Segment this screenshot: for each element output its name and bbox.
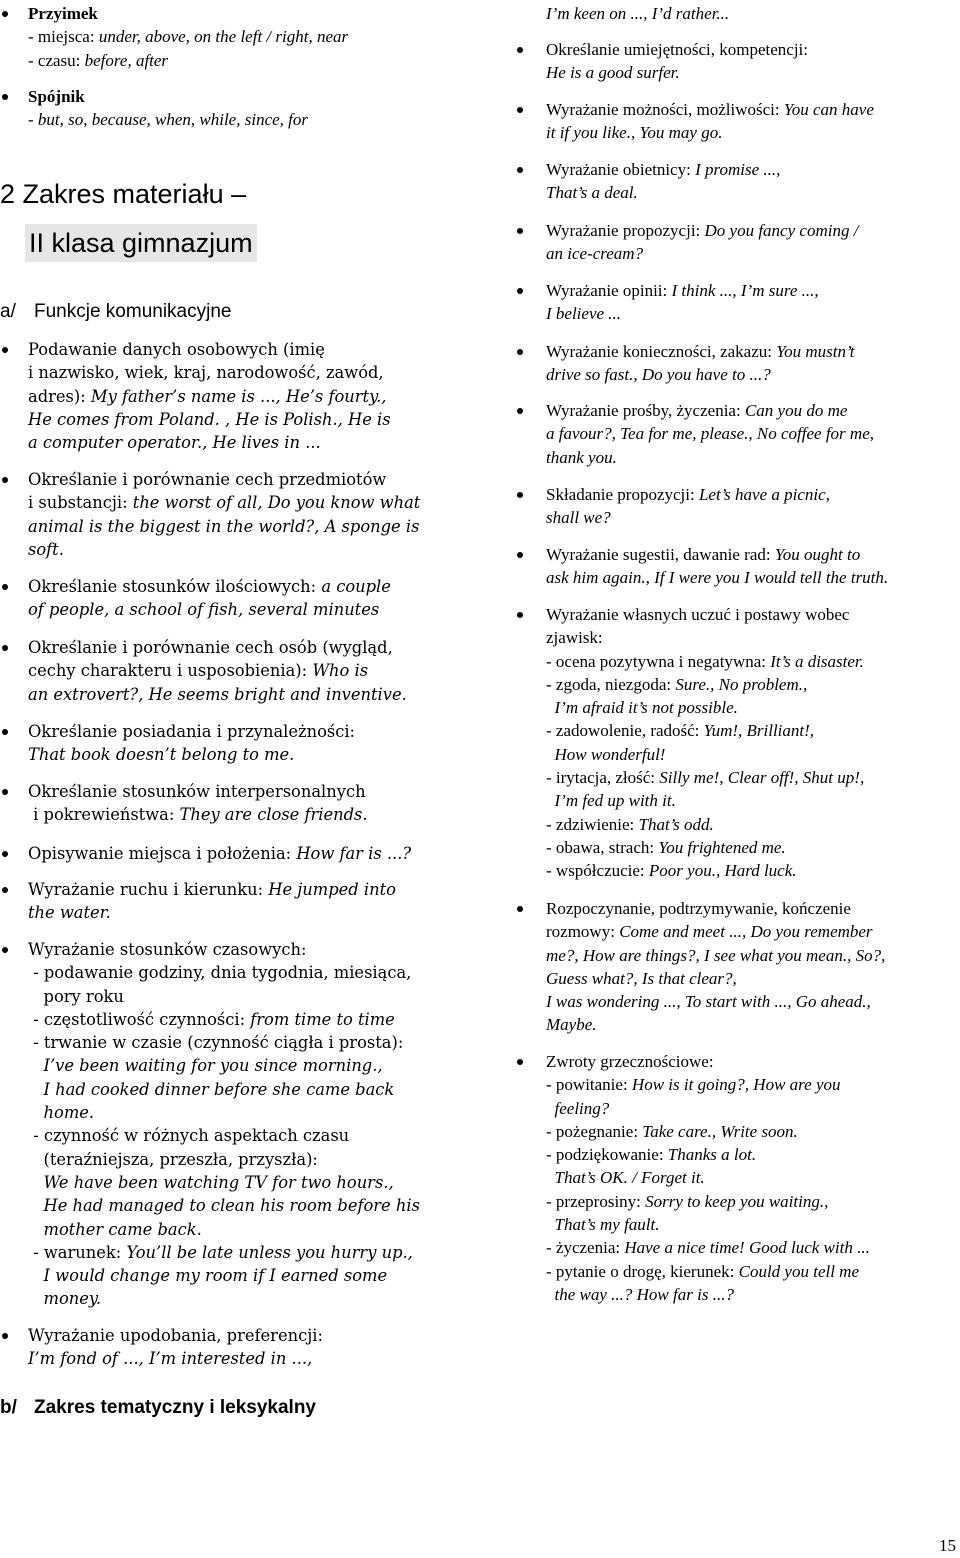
subsection-title: Funkcje komunikacyjne bbox=[34, 301, 232, 322]
item-line bbox=[28, 1287, 510, 1310]
description-text: Wyrażanie możności, możliwości: bbox=[546, 100, 784, 119]
example-text: You’ll be late unless you hurry up., bbox=[126, 1242, 413, 1262]
description-text: - irytacja, złość: bbox=[546, 768, 660, 788]
bullet-icon bbox=[2, 729, 8, 735]
description-text: i pokrewieństwa: bbox=[28, 805, 180, 825]
subsection-a-heading bbox=[0, 300, 231, 324]
item-line bbox=[546, 399, 960, 422]
bullet-icon bbox=[517, 167, 523, 173]
item-line bbox=[546, 859, 960, 882]
item-line bbox=[546, 967, 960, 990]
function-item bbox=[515, 1050, 960, 1306]
description-text: Określanie i porównanie cech osób (wygląd, bbox=[28, 638, 393, 657]
function-item bbox=[515, 340, 960, 387]
item-line bbox=[28, 575, 510, 598]
item-line bbox=[28, 1324, 510, 1347]
item-line bbox=[28, 515, 510, 538]
description-text: Wyrażanie sugestii, dawanie rad: bbox=[546, 545, 775, 564]
description-text: Wyrażanie własnych uczuć i postawy wobec bbox=[546, 605, 850, 624]
item-line bbox=[28, 842, 510, 865]
description-text: Wyrażanie ruchu i kierunku: bbox=[28, 880, 269, 899]
item-line bbox=[546, 98, 960, 121]
subsection-label: b/ bbox=[0, 1397, 17, 1418]
item-line bbox=[28, 1218, 510, 1241]
example-text: a couple bbox=[321, 577, 391, 596]
example-text: Maybe. bbox=[546, 1015, 597, 1035]
item-line bbox=[546, 1190, 960, 1213]
function-item bbox=[0, 720, 510, 767]
example-text: That’s OK. / Forget it. bbox=[546, 1168, 705, 1188]
function-item bbox=[0, 878, 510, 925]
function-item bbox=[515, 483, 960, 530]
example-text: home. bbox=[28, 1103, 95, 1123]
description-text: - pytanie o drogę, kierunek: bbox=[546, 1261, 739, 1281]
description-text: - ocena pozytywna i negatywna: bbox=[546, 651, 771, 671]
item-line bbox=[28, 1264, 510, 1287]
item-line bbox=[28, 1031, 510, 1054]
item-line bbox=[28, 803, 510, 826]
item-line bbox=[28, 1124, 510, 1147]
function-item bbox=[515, 399, 960, 469]
example-text: Silly me!, Clear off!, Shut up!, bbox=[659, 768, 865, 788]
example-text: the way ...? How far is ...? bbox=[546, 1284, 734, 1304]
item-line bbox=[28, 961, 510, 984]
item-line bbox=[546, 813, 960, 836]
item-line bbox=[546, 566, 960, 589]
description-text: cechy charakteru i usposobienia): bbox=[28, 661, 313, 681]
example-text: I’ve been waiting for you since morning., bbox=[28, 1056, 383, 1076]
example-text: Guess what?, Is that clear?, bbox=[546, 968, 737, 988]
item-line bbox=[28, 901, 510, 924]
bullet-icon bbox=[2, 347, 8, 353]
bullet-icon bbox=[517, 552, 523, 558]
description-text: pory roku bbox=[28, 986, 124, 1006]
example-text: the worst of all, Do you know what bbox=[132, 493, 421, 513]
description-text: - pożegnanie: bbox=[546, 1121, 643, 1141]
example-text: mother came back. bbox=[28, 1219, 202, 1239]
example-text: You frightened me. bbox=[658, 837, 786, 857]
description-text: adres): bbox=[28, 386, 91, 406]
example-text: it if you like., You may go. bbox=[546, 123, 723, 143]
function-item bbox=[515, 158, 960, 205]
item-line bbox=[546, 743, 960, 766]
item-line bbox=[28, 385, 510, 408]
function-item bbox=[0, 938, 510, 1311]
item-line bbox=[546, 2, 960, 25]
item-line bbox=[546, 719, 960, 742]
item-line bbox=[546, 990, 960, 1013]
example-text: I’m fed up with it. bbox=[546, 791, 676, 811]
item-line bbox=[546, 944, 960, 967]
item-line bbox=[28, 659, 510, 682]
description-text: - podziękowanie: bbox=[546, 1145, 668, 1165]
continuation-line bbox=[515, 2, 960, 25]
example-text: I promise ..., bbox=[695, 160, 781, 179]
item-line bbox=[28, 468, 510, 491]
example-text: an ice-cream? bbox=[546, 244, 644, 264]
bullet-icon bbox=[517, 349, 523, 355]
bullet-icon bbox=[2, 94, 8, 100]
item-line bbox=[546, 1143, 960, 1166]
subsection-title: Zakres tematyczny i leksykalny bbox=[34, 1397, 317, 1418]
item-line: - miejsca: under, above, on the left / right, near bbox=[28, 27, 349, 47]
description-text: Określanie stosunków ilościowych: bbox=[28, 577, 322, 596]
example-text: a favour?, Tea for me, please., No coffee for me, bbox=[546, 424, 874, 444]
example-text: Let’s have a picnic, bbox=[698, 485, 830, 504]
item-line bbox=[28, 1054, 510, 1077]
item-line bbox=[546, 446, 960, 469]
example-text: He is a good surfer. bbox=[546, 63, 680, 83]
item-line bbox=[546, 181, 960, 204]
item-line bbox=[28, 1171, 510, 1194]
item-line bbox=[546, 506, 960, 529]
example-text: That’s a deal. bbox=[546, 183, 638, 203]
item-line bbox=[546, 650, 960, 673]
example-text: I’m keen on ..., I’d rather... bbox=[546, 4, 730, 23]
description-text: Składanie propozycji: bbox=[546, 485, 699, 504]
description-text: - trwanie w czasie (czynność ciągła i prosta): bbox=[28, 1033, 404, 1053]
section-subheading: II klasa gimnazjum bbox=[25, 224, 257, 262]
item-line bbox=[546, 1260, 960, 1283]
example-text: Who is bbox=[312, 661, 369, 681]
description-text: - przeprosiny: bbox=[546, 1191, 646, 1211]
item-line bbox=[546, 626, 960, 649]
description-text: - życzenia: bbox=[546, 1238, 625, 1258]
example-text: I had cooked dinner before she came back bbox=[28, 1079, 395, 1099]
example-text: of people, a school of fish, several minutes bbox=[28, 600, 380, 620]
description-text: - obawa, strach: bbox=[546, 837, 659, 857]
example-text: My father’s name is ..., He’s fourty., bbox=[90, 386, 387, 406]
description-text: Określanie umiejętności, kompetencji: bbox=[546, 40, 809, 59]
item-line bbox=[546, 1166, 960, 1189]
example-text: I would change my room if I earned some bbox=[28, 1266, 388, 1286]
description-text: Określanie i porównanie cech przedmiotów bbox=[28, 470, 387, 489]
function-item bbox=[0, 575, 510, 622]
example-text: How is it going?, How are you bbox=[631, 1075, 841, 1095]
item-line bbox=[546, 242, 960, 265]
function-item bbox=[515, 219, 960, 266]
example-text: I believe ... bbox=[546, 304, 622, 324]
bullet-icon bbox=[517, 492, 523, 498]
item-line bbox=[28, 361, 510, 384]
item-line bbox=[28, 878, 510, 901]
item-line bbox=[546, 1050, 960, 1073]
subsection-label: a/ bbox=[0, 301, 16, 322]
description-text: Wyrażanie propozycji: bbox=[546, 221, 705, 240]
example-text: Have a nice time! Good luck with ... bbox=[624, 1238, 870, 1258]
example-text: Do you fancy coming / bbox=[704, 221, 859, 240]
example-text: an extrovert?, He seems bright and inventive. bbox=[28, 684, 407, 704]
item-line bbox=[546, 603, 960, 626]
item-line bbox=[546, 363, 960, 386]
bullet-icon bbox=[2, 1333, 8, 1339]
item-line bbox=[546, 38, 960, 61]
function-item bbox=[0, 780, 510, 827]
description-text: - zdziwienie: bbox=[546, 814, 639, 834]
item-line bbox=[546, 543, 960, 566]
description-text: Wyrażanie stosunków czasowych: bbox=[28, 940, 307, 959]
example-text: the water. bbox=[28, 903, 111, 923]
item-line bbox=[546, 121, 960, 144]
example-text: It’s a disaster. bbox=[770, 651, 864, 671]
bullet-icon bbox=[517, 612, 523, 618]
bullet-icon bbox=[517, 107, 523, 113]
item-line bbox=[546, 1213, 960, 1236]
item-title: Spójnik bbox=[28, 87, 85, 106]
description-text: Podawanie danych osobowych (imię bbox=[28, 340, 325, 359]
description-text: Rozpoczynanie, podtrzymywanie, kończenie bbox=[546, 899, 851, 918]
item-line bbox=[546, 422, 960, 445]
description-text: Opisywanie miejsca i położenia: bbox=[28, 844, 297, 863]
bullet-icon bbox=[517, 228, 523, 234]
example-text: He had managed to clean his room before his bbox=[28, 1196, 420, 1216]
item-line bbox=[546, 61, 960, 84]
item-line bbox=[546, 340, 960, 363]
bullet-icon bbox=[2, 789, 8, 795]
item-line bbox=[28, 683, 510, 706]
section-heading: 2 Zakres materiału – bbox=[0, 179, 247, 209]
item-line bbox=[28, 538, 510, 561]
item-line bbox=[546, 920, 960, 943]
bullet-icon bbox=[2, 645, 8, 651]
item-line bbox=[28, 598, 510, 621]
item-line bbox=[546, 1120, 960, 1143]
example-text: drive so fast., Do you have to ...? bbox=[546, 365, 771, 385]
item-line bbox=[28, 636, 510, 659]
item-line bbox=[28, 1194, 510, 1217]
item-line bbox=[546, 1236, 960, 1259]
item-line bbox=[28, 720, 510, 743]
description-text: Zwroty grzecznościowe: bbox=[546, 1052, 714, 1071]
item-line bbox=[546, 1073, 960, 1096]
example-text: That’s odd. bbox=[638, 814, 714, 834]
example-text: You mustn’t bbox=[776, 342, 855, 361]
description-text: (teraźniejsza, przeszła, przyszła): bbox=[28, 1149, 318, 1169]
description-text: Wyrażanie obietnicy: bbox=[546, 160, 696, 179]
example-text: thank you. bbox=[546, 447, 617, 467]
item-line bbox=[28, 780, 510, 803]
description-text: - współczucie: bbox=[546, 861, 649, 881]
function-item bbox=[515, 38, 960, 85]
example-text: Poor you., Hard luck. bbox=[648, 861, 797, 881]
example-text: We have been watching TV for two hours., bbox=[28, 1172, 394, 1192]
item-line: - but, so, because, when, while, since, for bbox=[28, 110, 308, 130]
example-text: soft. bbox=[28, 539, 64, 559]
example-text: me?, How are things?, I see what you mean., So?, bbox=[546, 945, 886, 965]
description-text: - powitanie: bbox=[546, 1075, 632, 1095]
bullet-icon bbox=[517, 408, 523, 414]
example-text: I’m afraid it’s not possible. bbox=[546, 698, 738, 718]
function-item bbox=[0, 1324, 510, 1371]
item-line bbox=[546, 836, 960, 859]
item-line bbox=[28, 408, 510, 431]
item-line bbox=[28, 938, 510, 961]
example-text: money. bbox=[28, 1289, 102, 1309]
description-text: Wyrażanie prośby, życzenia: bbox=[546, 401, 745, 420]
grammar-item-spojnik bbox=[0, 85, 510, 132]
example-text: How far is ...? bbox=[296, 844, 412, 863]
example-text: How wonderful! bbox=[546, 744, 666, 764]
example-text: He jumped into bbox=[268, 880, 396, 899]
item-line: - czasu: before, after bbox=[28, 50, 169, 70]
example-text: from time to time bbox=[250, 1009, 395, 1029]
example-text: You ought to bbox=[774, 545, 861, 564]
item-line bbox=[28, 491, 510, 514]
bullet-icon bbox=[2, 584, 8, 590]
description-text: - podawanie godziny, dnia tygodnia, miesiąca, bbox=[28, 963, 412, 983]
example-text: Could you tell me bbox=[738, 1261, 860, 1281]
item-line bbox=[28, 1008, 510, 1031]
item-line bbox=[546, 897, 960, 920]
example-text: I was wondering ..., To start with ..., Go ahead., bbox=[546, 992, 871, 1012]
description-text: Wyrażanie upodobania, preferencji: bbox=[28, 1326, 323, 1345]
example-text: shall we? bbox=[546, 508, 611, 528]
example-text: Sorry to keep you waiting., bbox=[645, 1191, 829, 1211]
example-text: Sure., No problem., bbox=[675, 674, 808, 694]
item-line bbox=[28, 985, 510, 1008]
description-text: rozmowy: bbox=[546, 922, 620, 942]
item-line bbox=[28, 1078, 510, 1101]
item-line bbox=[28, 1347, 510, 1370]
example-text: animal is the biggest in the world?, A sponge is bbox=[28, 516, 420, 536]
example-text: I think ..., I’m sure ..., bbox=[671, 281, 819, 300]
function-item bbox=[515, 279, 960, 326]
item-line bbox=[546, 302, 960, 325]
description-text: Wyrażanie opinii: bbox=[546, 281, 672, 300]
item-line bbox=[546, 1013, 960, 1036]
example-text: That’s my fault. bbox=[546, 1215, 660, 1235]
function-item bbox=[0, 842, 510, 865]
description-text: - czynność w różnych aspektach czasu bbox=[28, 1126, 350, 1146]
example-text: ask him again., If I were you I would tell the truth. bbox=[546, 568, 889, 588]
item-line bbox=[546, 696, 960, 719]
function-item bbox=[0, 338, 510, 454]
function-item bbox=[515, 543, 960, 590]
grammar-item-przyimek bbox=[0, 2, 510, 72]
description-text: - zgoda, niezgoda: bbox=[546, 674, 676, 694]
example-text: Can you do me bbox=[744, 401, 848, 420]
bullet-icon bbox=[2, 11, 8, 17]
item-line bbox=[546, 483, 960, 506]
description-text: i nazwisko, wiek, kraj, narodowość, zawód, bbox=[28, 363, 384, 383]
bullet-icon bbox=[2, 887, 8, 893]
example-text: I’m fond of ..., I’m interested in ..., bbox=[28, 1349, 313, 1369]
item-line bbox=[546, 279, 960, 302]
description-text: zjawisk: bbox=[546, 628, 603, 648]
bullet-icon bbox=[2, 477, 8, 483]
description-text: Określanie posiadania i przynależności: bbox=[28, 722, 356, 741]
item-line bbox=[546, 766, 960, 789]
item-line bbox=[546, 673, 960, 696]
example-text: feeling? bbox=[546, 1098, 610, 1118]
function-item bbox=[515, 897, 960, 1037]
item-line bbox=[28, 1241, 510, 1264]
example-text: You can have bbox=[783, 100, 874, 119]
bullet-icon bbox=[2, 947, 8, 953]
function-item bbox=[515, 98, 960, 145]
description-text: - częstotliwość czynności: bbox=[28, 1009, 251, 1029]
item-line bbox=[28, 1101, 510, 1124]
bullet-icon bbox=[517, 1059, 523, 1065]
function-item bbox=[0, 636, 510, 706]
item-line bbox=[546, 219, 960, 242]
item-line bbox=[546, 789, 960, 812]
item-line bbox=[28, 1148, 510, 1171]
item-line bbox=[546, 1283, 960, 1306]
bullet-icon bbox=[517, 906, 523, 912]
function-item bbox=[515, 603, 960, 883]
description-text: Wyrażanie konieczności, zakazu: bbox=[546, 342, 777, 361]
item-title: Przyimek bbox=[28, 4, 98, 23]
example-text: Come and meet ..., Do you remember bbox=[619, 922, 873, 942]
subsection-b-heading bbox=[0, 1396, 316, 1420]
example-text: He comes from Poland. , He is Polish., He is bbox=[28, 409, 391, 429]
description-text: i substancji: bbox=[28, 493, 133, 513]
bullet-icon bbox=[2, 851, 8, 857]
item-line bbox=[546, 158, 960, 181]
bullet-icon bbox=[517, 47, 523, 53]
bullet-icon bbox=[517, 288, 523, 294]
description-text: - zadowolenie, radość: bbox=[546, 721, 704, 741]
page-number: 15 bbox=[939, 1536, 956, 1555]
example-text: That book doesn’t belong to me. bbox=[28, 745, 295, 765]
item-line bbox=[28, 743, 510, 766]
item-line bbox=[546, 1097, 960, 1120]
example-text: Yum!, Brilliant!, bbox=[703, 721, 815, 741]
item-line bbox=[28, 338, 510, 361]
example-text: a computer operator., He lives in ... bbox=[28, 433, 321, 453]
example-text: Take care., Write soon. bbox=[642, 1121, 798, 1141]
example-text: They are close friends. bbox=[179, 805, 368, 825]
description-text: - warunek: bbox=[28, 1242, 127, 1262]
item-line bbox=[28, 431, 510, 454]
function-item bbox=[0, 468, 510, 561]
description-text: Określanie stosunków interpersonalnych bbox=[28, 782, 366, 801]
example-text: Thanks a lot. bbox=[667, 1145, 757, 1165]
